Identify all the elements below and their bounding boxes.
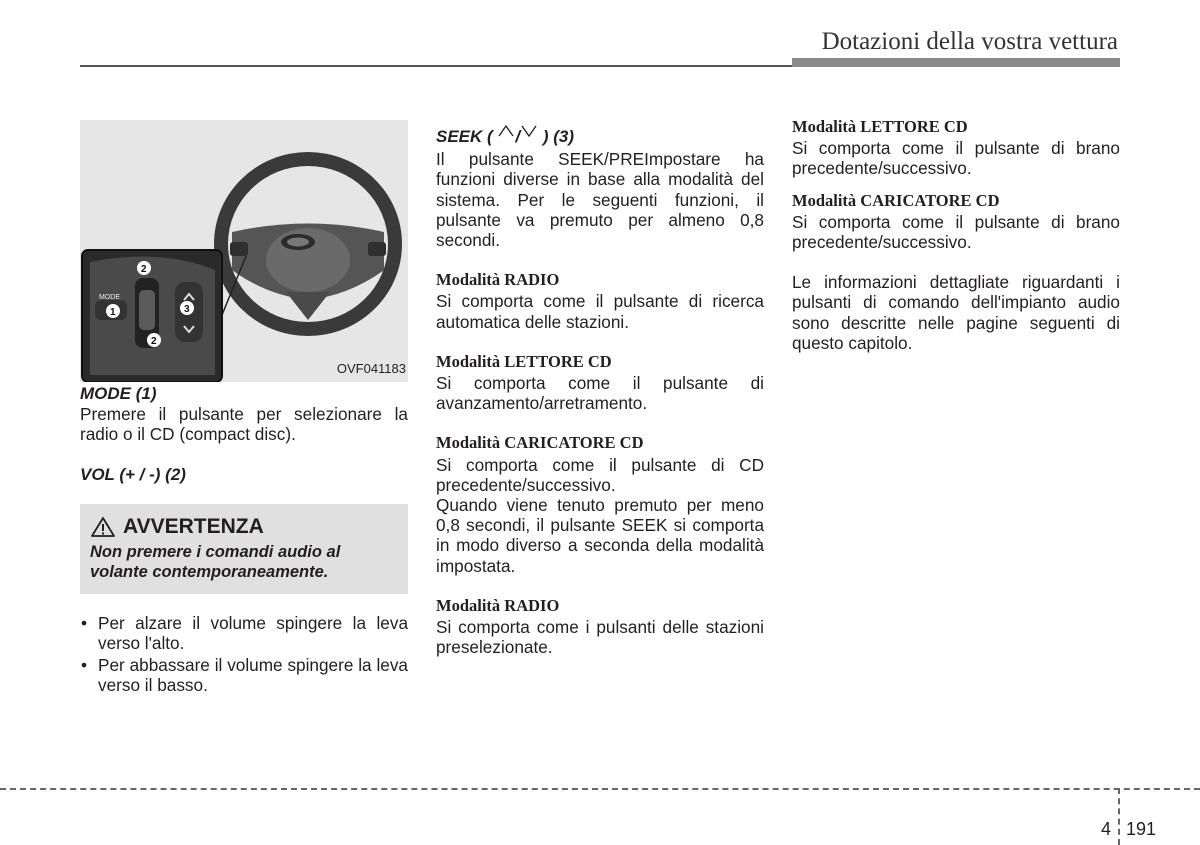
section-text: Si comporta come il pulsante di avanzamento/arretramento.	[436, 373, 764, 414]
callout-2-bottom: 2	[151, 336, 157, 347]
section-heading: Modalità CARICATORE CD	[792, 190, 1000, 210]
section-heading: Modalità CARICATORE CD	[436, 433, 644, 453]
footer-vertical-rule	[1118, 788, 1120, 845]
mode-label: MODE	[99, 294, 120, 301]
info-text: Le informazioni dettagliate riguardanti i pulsanti di comando dell'impianto audio sono descritte nelle pagine seguenti di questo capitolo.	[792, 272, 1120, 353]
mode-text: Premere il pulsante per selezionare la radio o il CD (compact disc).	[80, 404, 408, 445]
section-heading: Modalità LETTORE CD	[792, 117, 968, 136]
chevron-up-icon	[497, 124, 515, 138]
chapter-number: 4	[1101, 819, 1112, 839]
warning-box	[80, 504, 408, 594]
footer-dashed-rule	[0, 788, 1200, 790]
bullet-volume-down: • Per abbassare il volume spingere la leva verso il basso.	[80, 655, 408, 695]
warning-triangle-icon	[90, 516, 116, 538]
column-left	[80, 120, 408, 698]
section-text: Si comporta come il pulsante di brano precedente/successivo.	[792, 211, 1120, 253]
section-heading: Modalità RADIO	[436, 595, 560, 615]
callout-1: 1	[110, 307, 116, 318]
figure-code: OVF041183	[336, 360, 406, 376]
page-header-title: Dotazioni della vostra vettura	[821, 28, 1118, 55]
callout-3: 3	[184, 304, 190, 315]
column-middle	[436, 124, 764, 657]
section-text-extra: Quando viene tenuto premuto per meno 0,8 secondi, il pulsante SEEK si comporta in modo diverso a seconda della modalità impostata.	[436, 495, 764, 576]
steering-wheel-illustration	[80, 120, 408, 382]
seek-intro: Il pulsante SEEK/PREImpostare ha funzioni diverse in base alla modalità del sistema. Per le seguenti funzioni, il pulsante va premuto per almeno 0,8 secondi.	[436, 149, 764, 251]
section-heading: Modalità LETTORE CD	[436, 351, 612, 371]
warning-title: AVVERTENZA	[123, 514, 264, 538]
seek-prefix: SEEK (	[436, 127, 493, 146]
seek-suffix: ) (3)	[542, 127, 575, 146]
section-text: Si comporta come il pulsante di ricerca automatica delle stazioni.	[436, 291, 764, 332]
warning-text: Non premere i comandi audio al volante contemporaneamente.	[90, 542, 341, 581]
steering-wheel-figure	[80, 120, 408, 382]
section-heading: Modalità RADIO	[436, 270, 560, 290]
page-number: 191	[1126, 819, 1157, 839]
vol-heading: VOL (+ / -) (2)	[80, 464, 186, 484]
volume-bullets	[80, 613, 408, 696]
seek-separator: /	[515, 127, 521, 146]
section-text: Si comporta come il pulsante di CD precedente/successivo.	[436, 454, 764, 495]
column-right	[792, 117, 1120, 353]
seek-heading	[436, 124, 764, 147]
mode-heading: MODE (1)	[80, 384, 157, 403]
chevron-down-icon	[520, 124, 538, 138]
bullet-volume-up: • Per alzare il volume spingere la leva verso l'alto.	[80, 613, 408, 653]
callout-2-top: 2	[141, 264, 147, 275]
header-rule-accent	[792, 58, 1120, 67]
section-text: Si comporta come il pulsante di brano precedente/successivo.	[792, 138, 1120, 179]
section-text: Si comporta come i pulsanti delle stazioni preselezionate.	[436, 617, 764, 658]
header-rule	[80, 65, 794, 67]
